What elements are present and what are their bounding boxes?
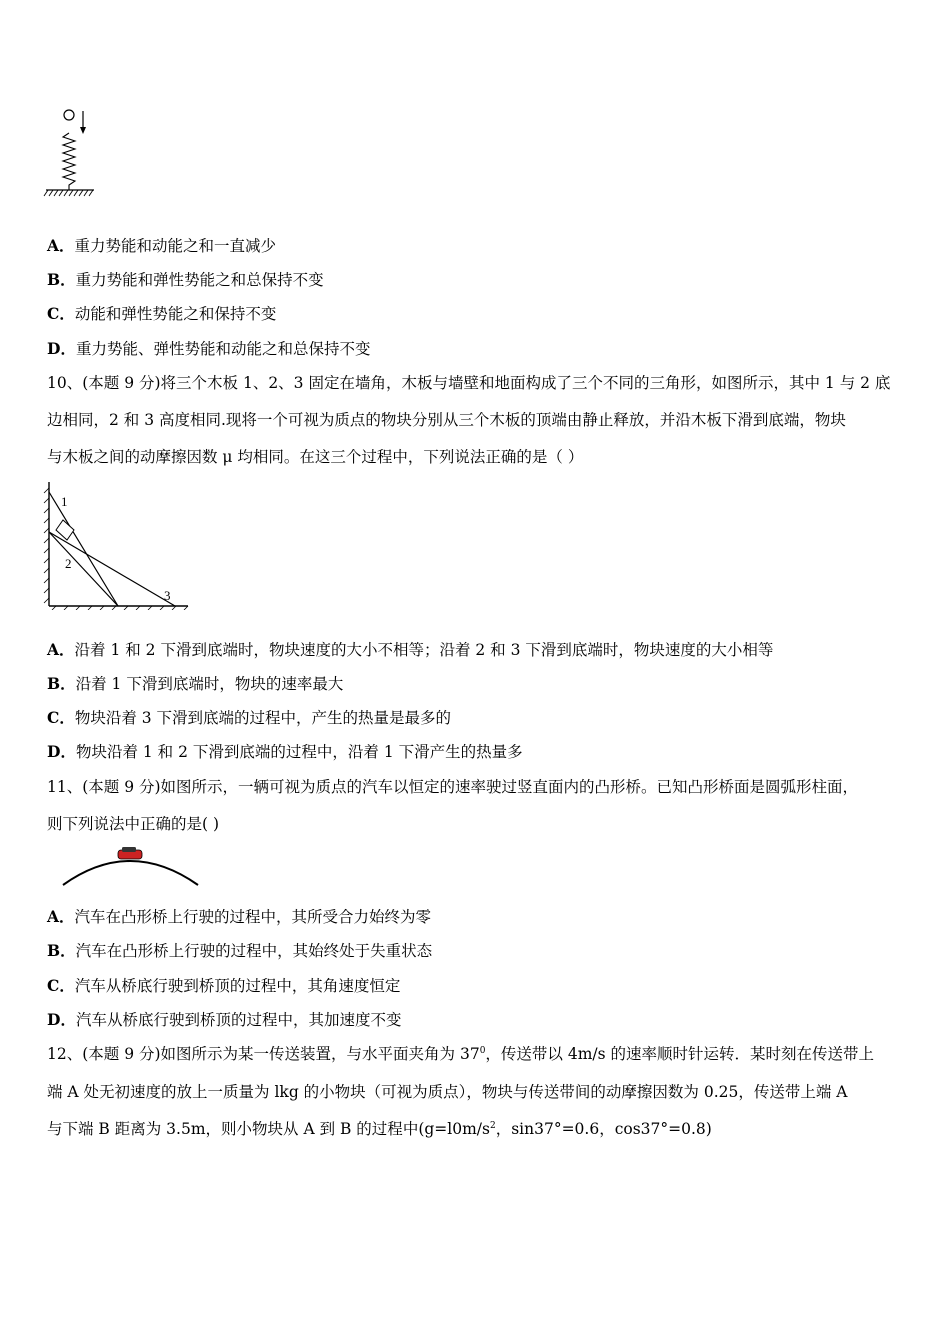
option-letter: C． [47,304,75,323]
q10-stem-line3: 与木板之间的动摩擦因数 μ 均相同。在这三个过程中，下列说法正确的是（ ） [47,448,584,466]
q11-option-b [47,941,432,961]
convex-bridge-figure [58,845,208,890]
option-letter: A． [47,907,75,926]
option-letter: A． [47,640,75,659]
spring-icon [63,133,75,190]
board-2 [49,532,118,606]
option-text: 汽车从桥底行驶到桥顶的过程中，其加速度不变 [75,1011,402,1029]
q9-option-b [47,270,324,290]
q9-option-c [47,304,276,324]
board-label-3: 3 [164,588,171,603]
option-letter: A． [47,236,75,255]
inclined-boards-figure [42,480,192,610]
square-superscript: 2 [489,1121,496,1131]
option-text: 物块沿着 3 下滑到底端的过程中，产生的热量是最多的 [74,709,452,727]
option-text: 汽车从桥底行驶到桥顶的过程中，其角速度恒定 [74,977,401,995]
q11-option-c [47,976,400,996]
option-text: 动能和弹性势能之和保持不变 [74,305,277,323]
board-1 [49,492,118,606]
option-text: 汽车在凸形桥上行驶的过程中，其所受合力始终为零 [74,908,432,926]
q11-option-d [47,1010,401,1030]
spring-ball-figure [42,106,102,201]
ball-icon [64,110,74,120]
q12-line3-part1: 与下端 B 距离为 3.5m，则小物块从 A 到 B 的过程中(g=l0m/s [47,1120,490,1138]
q9-option-d [47,339,370,359]
q10-option-a [47,640,773,660]
option-letter: D． [47,742,76,761]
option-text: 重力势能和动能之和一直减少 [74,237,277,255]
bridge-arc [63,861,198,885]
option-text: 重力势能、弹性势能和动能之和总保持不变 [75,340,371,358]
q12-line3-part2: ，sin37°=0.6，cos37°=0.8) [495,1120,712,1138]
q12-stem-line3 [47,1119,712,1139]
q10-stem-line2: 边相同，2 和 3 高度相同.现将一个可视为质点的物块分别从三个木板的顶端由静止释放，并沿木板下滑到底端，物块 [47,411,846,429]
q11-stem-line2: 则下列说法中正确的是( ) [47,815,220,833]
q11-stem-line1: 11、(本题 9 分)如图所示，一辆可视为质点的汽车以恒定的速率驶过竖直面内的凸形桥。已知凸形桥面是圆弧形柱面， [47,778,859,796]
option-text: 汽车在凸形桥上行驶的过程中，其始终处于失重状态 [75,942,433,960]
option-text: 物块沿着 1 和 2 下滑到底端的过程中，沿着 1 下滑产生的热量多 [75,743,523,761]
q12-line1-part2: ，传送带以 4m/s 的速率顺时针运转．某时刻在传送带上 [485,1045,875,1063]
q10-option-d [47,742,523,762]
q10-stem-line1: 10、(本题 9 分)将三个木板 1、2、3 固定在墙角，木板与墙壁和地面构成了三个不同的三角形，如图所示，其中 1 与 2 底 [47,374,891,392]
q10-option-c [47,708,451,728]
car-icon [118,847,142,859]
option-text: 沿着 1 下滑到底端时，物块的速率最大 [75,675,344,693]
q9-option-a [47,236,276,256]
option-letter: B． [47,674,76,693]
option-letter: C． [47,976,75,995]
block-icon [56,520,74,540]
option-text: 沿着 1 和 2 下滑到底端时，物块速度的大小不相等；沿着 2 和 3 下滑到底端时，物块速度的大小相等 [74,641,774,659]
option-letter: C． [47,708,75,727]
option-letter: B． [47,270,76,289]
option-letter: D． [47,1010,76,1029]
q11-option-a [47,907,431,927]
option-letter: B． [47,941,76,960]
q12-stem-line1 [47,1044,874,1064]
board-label-2: 2 [65,556,72,571]
degree-superscript: 0 [479,1046,486,1056]
q12-stem-line2: 端 A 处无初速度的放上一质量为 lkg 的小物块（可视为质点），物块与传送带间的动摩擦因数为 0.25，传送带上端 A [47,1083,848,1101]
option-letter: D． [47,339,76,358]
option-text: 重力势能和弹性势能之和总保持不变 [75,271,324,289]
q12-line1-part1: 12、(本题 9 分)如图所示为某一传送装置，与水平面夹角为 37 [47,1045,480,1063]
q10-option-b [47,674,343,694]
board-label-1: 1 [61,494,68,509]
